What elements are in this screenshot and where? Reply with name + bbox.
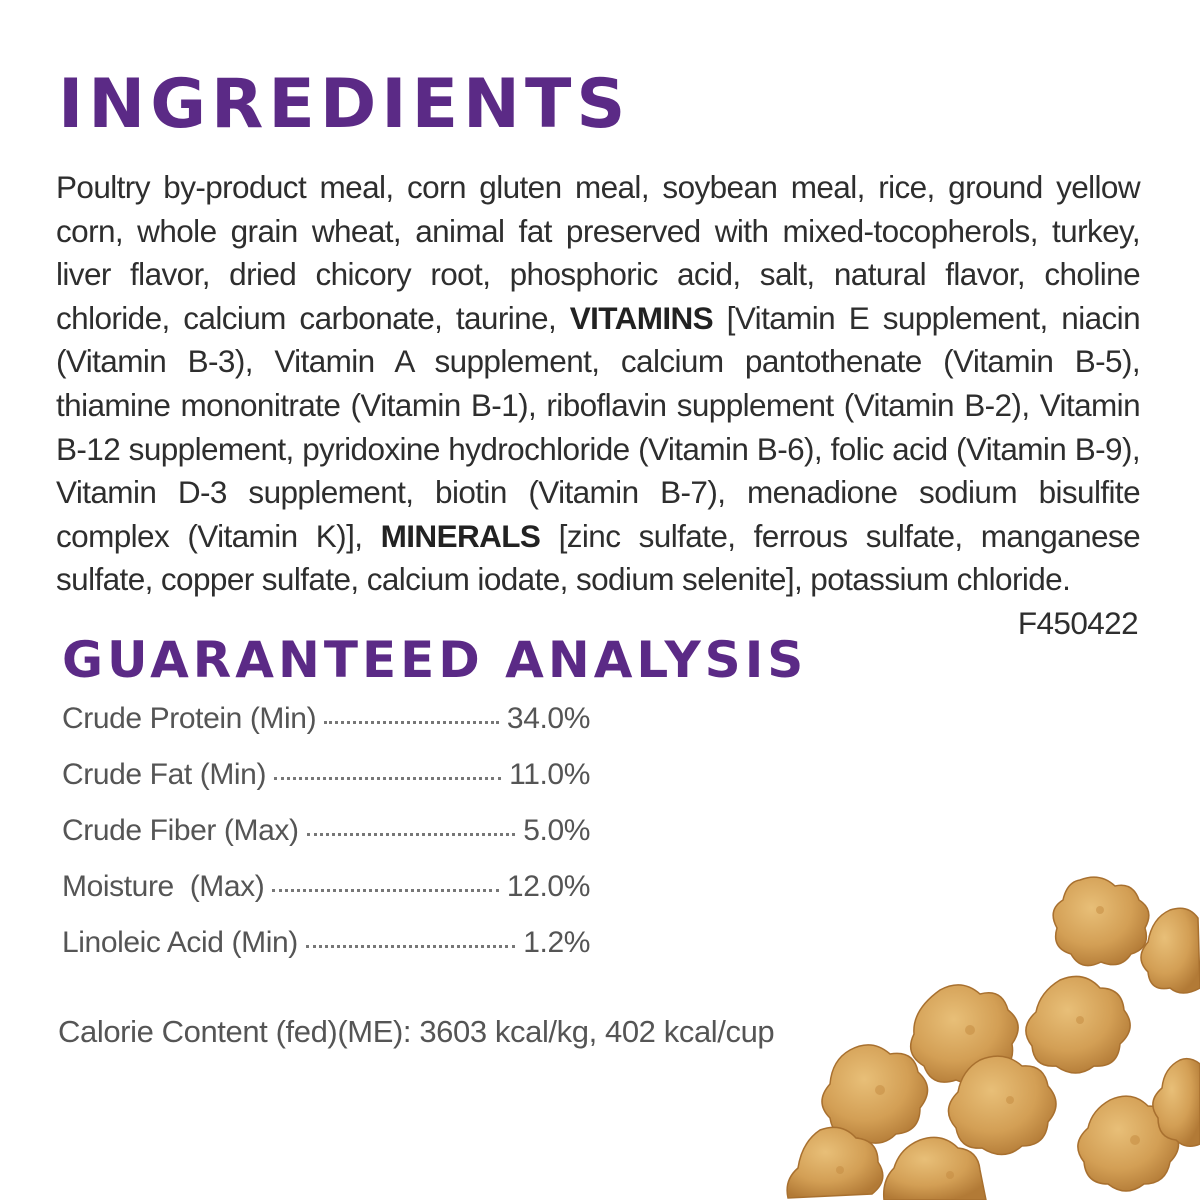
calorie-content: Calorie Content (fed)(ME): 3603 kcal/kg, 402 kcal/cup [58,1014,775,1049]
analysis-value: 11.0% [509,758,590,791]
analysis-row-crude-protein [62,696,590,752]
analysis-label: Crude Fiber (Max) [62,814,299,847]
kibble-image [780,860,1200,1200]
analysis-label: Crude Fat (Min) [62,758,267,791]
dot-leader [307,833,516,836]
analysis-row-crude-fat [62,752,590,808]
vitamins-label: VITAMINS [569,299,714,336]
ingredients-text [56,166,1140,646]
analysis-row-crude-fiber [62,808,590,864]
dot-leader [272,889,499,892]
analysis-value: 5.0% [523,814,590,847]
analysis-label: Linoleic Acid (Min) [62,926,298,959]
ingredients-text-part-1: Poultry by-product meal, corn gluten meal, soybean meal, rice, ground yellow corn, whole grain wheat, animal fat preserved with mixed-tocopherols, turkey, liver flavor, dried chicory root, phosphoric acid, salt, natural flavor, choline chloride, calcium carbonate, taurine, [56,169,1140,336]
lot-code: F450422 [1017,604,1138,641]
ingredients-text-part-3: [zinc sulfate, ferrous sulfate, manganese sulfate, copper sulfate, calcium iodate, sodium selenite], potassium chloride. [56,517,1140,598]
analysis-row-moisture [62,864,590,920]
analysis-value: 1.2% [523,926,590,959]
kibble-piece [1053,877,1149,965]
kibble-piece [1141,908,1200,993]
analysis-value: 12.0% [506,870,590,903]
dot-leader [274,777,501,780]
analysis-row-linoleic-acid [62,920,590,976]
ingredients-text-part-2: [Vitamin E supplement, niacin (Vitamin B-3), Vitamin A supplement, calcium pantothenate (Vitamin B-5), thiamine mononitrate (Vitamin B-1), riboflavin supplement (Vitamin B-2), Vitamin B-12 supplement, pyridoxine hydrochloride (Vitamin B-6), folic acid (Vitamin B-9), Vitamin D-3 supplement, biotin (Vitamin B-7), menadione sodium bisulfite complex (Vitamin K)], [56,299,1140,554]
analysis-label: Crude Protein (Min) [62,702,317,735]
analysis-list [62,696,590,976]
guaranteed-analysis-heading: GUARANTEED ANALYSIS [62,631,808,689]
dot-leader [324,721,499,724]
analysis-value: 34.0% [506,702,590,735]
ingredients-heading: INGREDIENTS [58,65,631,144]
dot-leader [306,945,515,948]
kibble-piece [1026,976,1130,1073]
minerals-label: MINERALS [380,517,541,554]
analysis-label: Moisture (Max) [62,870,265,903]
